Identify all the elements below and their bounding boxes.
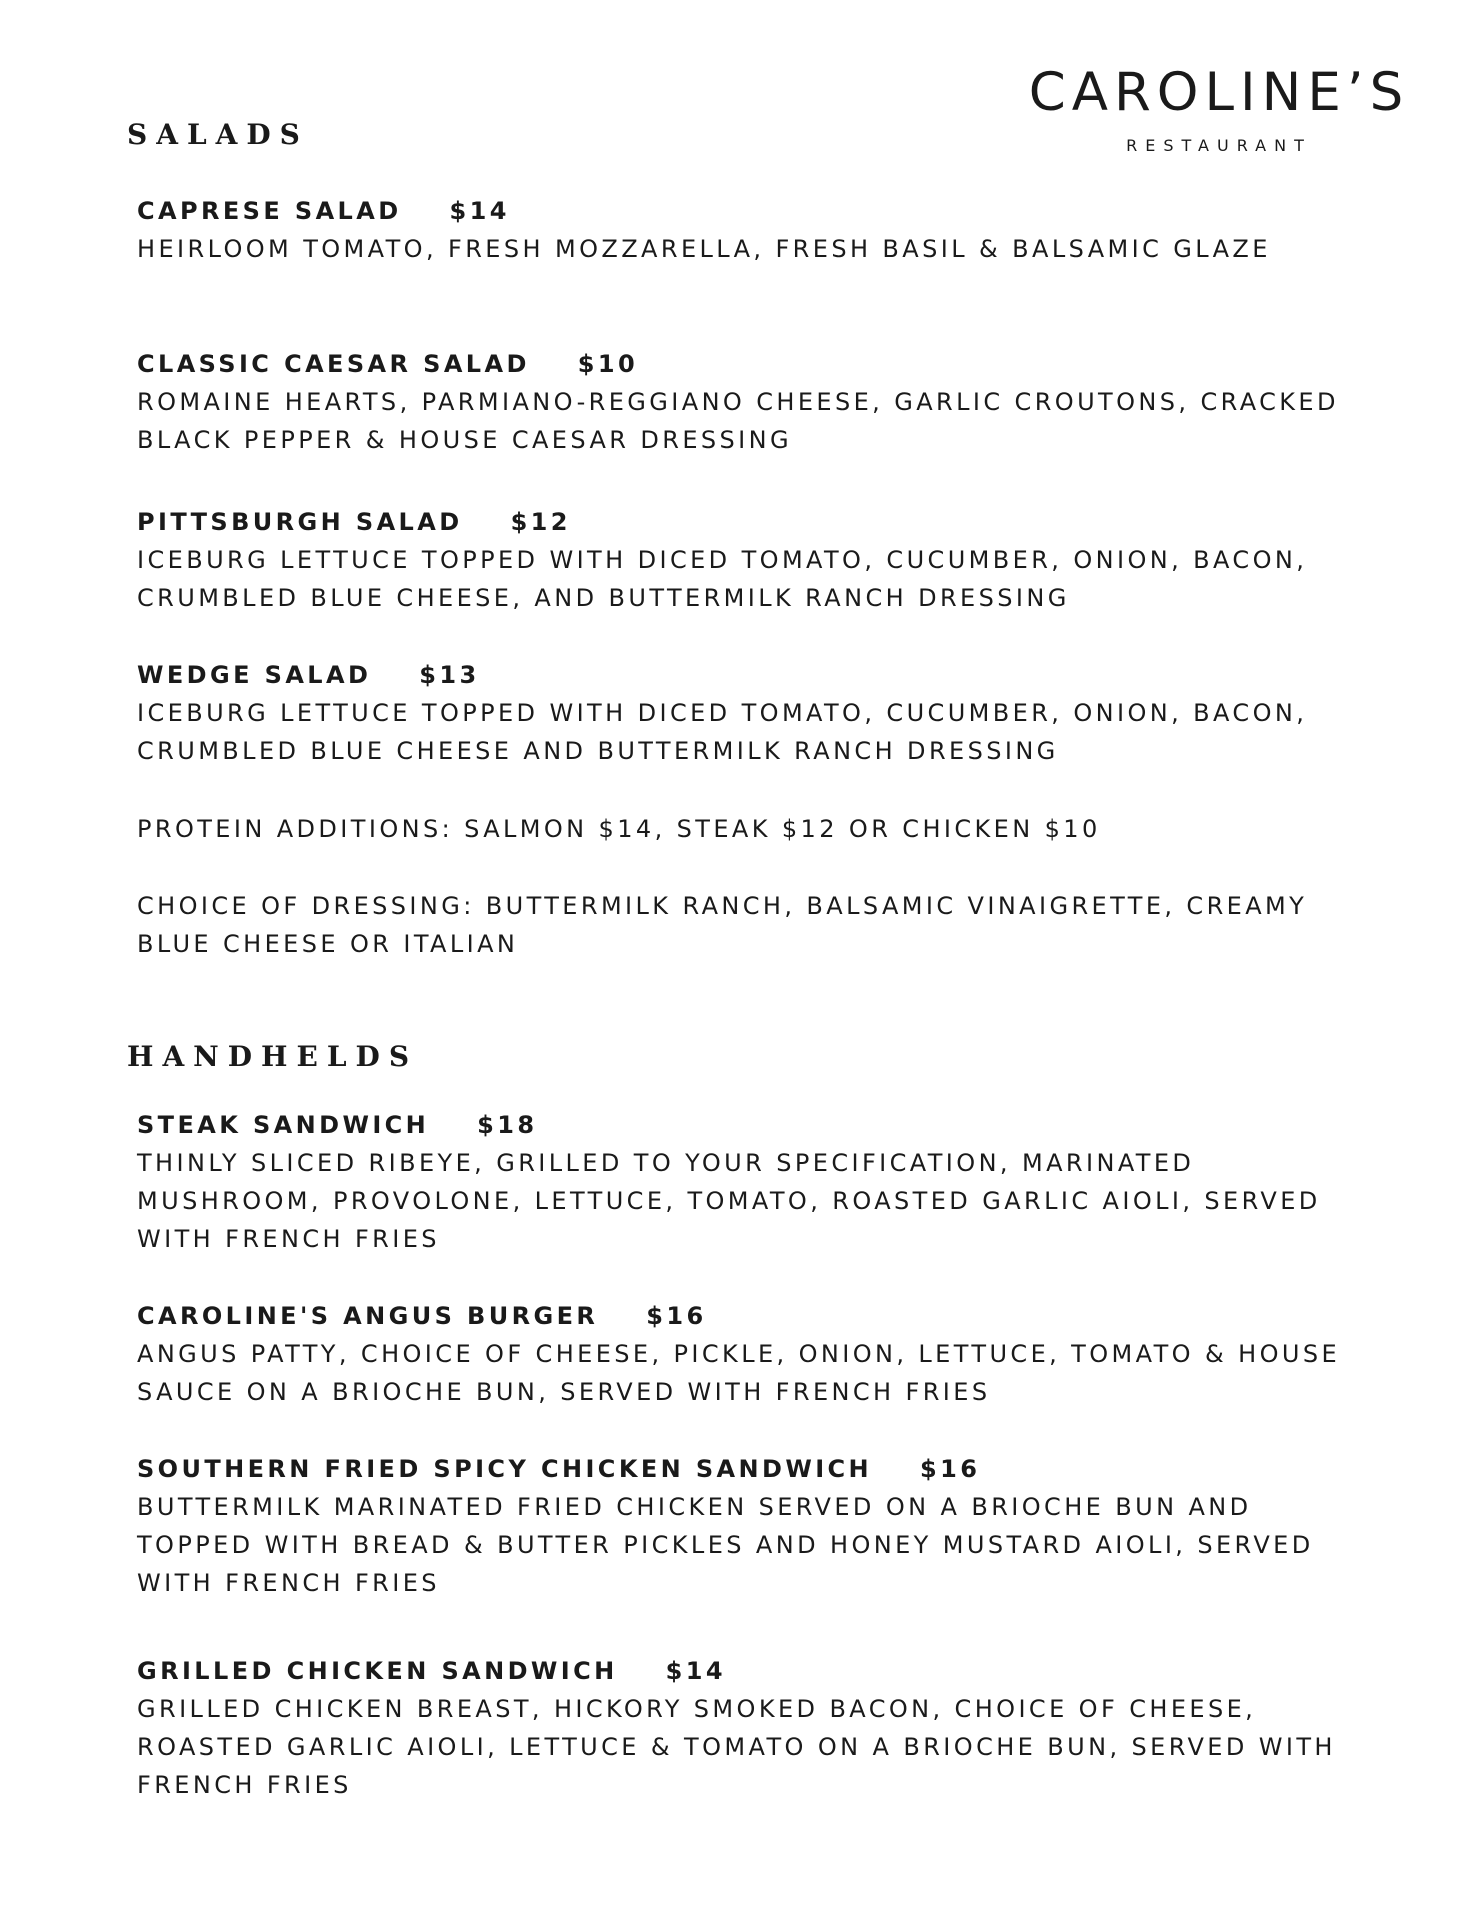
menu-item-name: GRILLED CHICKEN SANDWICH	[137, 1657, 618, 1685]
restaurant-logo	[1019, 64, 1419, 155]
section-title-salads: SALADS	[127, 118, 309, 151]
menu-item-price: $13	[419, 661, 480, 689]
menu-item-name: SOUTHERN FRIED SPICY CHICKEN SANDWICH	[137, 1455, 873, 1483]
menu-item-header	[137, 660, 1367, 690]
menu-item-name: CAROLINE'S ANGUS BURGER	[137, 1302, 599, 1330]
menu-item-description: ICEBURG LETTUCE TOPPED WITH DICED TOMATO, CUCUMBER, ONION, BACON, CRUMBLED BLUE CHEESE AND BUTTERMILK RANCH DRESSING	[137, 699, 1308, 765]
section-title-handhelds: HANDHELDS	[127, 1040, 419, 1073]
dressing-choice-note: CHOICE OF DRESSING: BUTTERMILK RANCH, BALSAMIC VINAIGRETTE, CREAMY BLUE CHEESE OR ITALIAN	[137, 892, 1308, 958]
menu-item-pittsburgh-salad	[137, 507, 1367, 617]
menu-item-description: ROMAINE HEARTS, PARMIANO-REGGIANO CHEESE, GARLIC CROUTONS, CRACKED BLACK PEPPER & HOUSE CAESAR DRESSING	[137, 388, 1339, 454]
menu-item-steak-sandwich	[137, 1110, 1367, 1258]
menu-item-description: HEIRLOOM TOMATO, FRESH MOZZARELLA, FRESH BASIL & BALSAMIC GLAZE	[137, 235, 1271, 263]
menu-item-name: WEDGE SALAD	[137, 661, 372, 689]
menu-item-price: $18	[477, 1111, 538, 1139]
menu-item-price: $10	[577, 350, 639, 378]
menu-item-wedge-salad	[137, 660, 1367, 770]
restaurant-name: CAROLINE’S	[1028, 62, 1410, 123]
menu-item-header	[137, 1110, 1367, 1140]
menu-item-header	[137, 1301, 1367, 1331]
menu-item-name: CLASSIC CAESAR SALAD	[137, 350, 530, 378]
menu-item-header	[137, 349, 1367, 379]
menu-item-header	[137, 1454, 1367, 1484]
menu-item-description: THINLY SLICED RIBEYE, GRILLED TO YOUR SPECIFICATION, MARINATED MUSHROOM, PROVOLONE, LETTUCE, TOMATO, ROASTED GARLIC AIOLI, SERVED WITH FRENCH FRIES	[137, 1149, 1321, 1253]
menu-item-price: $16	[646, 1302, 707, 1330]
menu-item-header	[137, 1656, 1367, 1686]
menu-item-classic-caesar-salad	[137, 349, 1367, 459]
menu-item-price: $14	[665, 1657, 726, 1685]
restaurant-subtitle: RESTAURANT	[1126, 136, 1312, 155]
menu-item-header	[137, 196, 1367, 226]
menu-item-southern-fried-spicy-chicken-sandwich	[137, 1454, 1367, 1602]
menu-item-angus-burger	[137, 1301, 1367, 1411]
menu-item-description: BUTTERMILK MARINATED FRIED CHICKEN SERVED ON A BRIOCHE BUN AND TOPPED WITH BREAD & BUTTER PICKLES AND HONEY MUSTARD AIOLI, SERVED WITH FRENCH FRIES	[137, 1493, 1314, 1597]
menu-item-description: ANGUS PATTY, CHOICE OF CHEESE, PICKLE, ONION, LETTUCE, TOMATO & HOUSE SAUCE ON A BRIOCHE BUN, SERVED WITH FRENCH FRIES	[137, 1340, 1341, 1406]
menu-item-description: ICEBURG LETTUCE TOPPED WITH DICED TOMATO, CUCUMBER, ONION, BACON, CRUMBLED BLUE CHEESE, AND BUTTERMILK RANCH DRESSING	[137, 546, 1308, 612]
menu-item-name: CAPRESE SALAD	[137, 197, 402, 225]
menu-item-caprese-salad	[137, 196, 1367, 268]
protein-additions-note: PROTEIN ADDITIONS: SALMON $14, STEAK $12 OR CHICKEN $10	[137, 815, 1101, 843]
menu-item-name: STEAK SANDWICH	[137, 1111, 430, 1139]
menu-item-name: PITTSBURGH SALAD	[137, 508, 463, 536]
menu-item-description: GRILLED CHICKEN BREAST, HICKORY SMOKED BACON, CHOICE OF CHEESE, ROASTED GARLIC AIOLI, LETTUCE & TOMATO ON A BRIOCHE BUN, SERVED WITH FRENCH FRIES	[137, 1695, 1336, 1799]
menu-item-header	[137, 507, 1367, 537]
menu-item-grilled-chicken-sandwich	[137, 1656, 1367, 1804]
menu-item-price: $16	[920, 1455, 981, 1483]
menu-item-price: $12	[510, 508, 571, 536]
menu-item-price: $14	[449, 197, 510, 225]
